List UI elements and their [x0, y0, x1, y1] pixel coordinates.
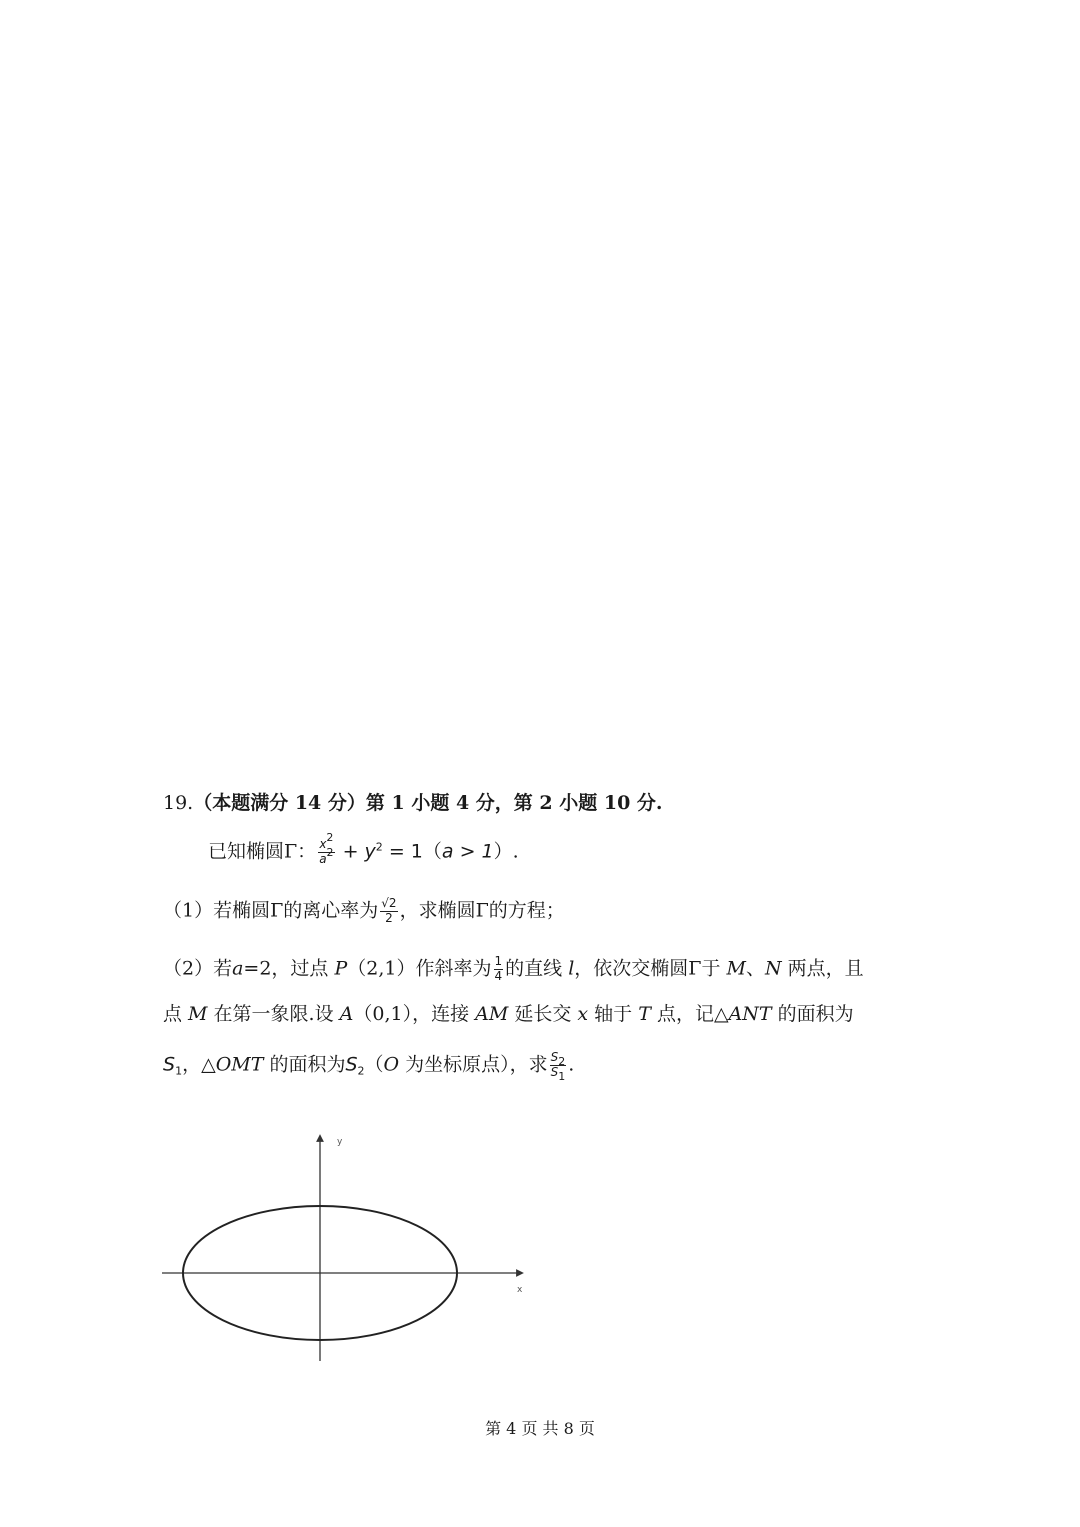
- given-end: ）.: [493, 840, 519, 863]
- l2-ANT: ANT: [728, 1003, 772, 1025]
- slope-fraction: [494, 955, 504, 984]
- problem-header: [163, 794, 663, 813]
- problem-score-info: （本题满分 14 分）第 1 小题 4 分，第 2 小题 10 分.: [193, 792, 663, 814]
- ratio-den-sub: 1: [558, 1069, 566, 1083]
- p2-avar: a: [232, 957, 244, 980]
- l2-T: T: [638, 1003, 651, 1025]
- area-ratio-fraction: [550, 1050, 567, 1083]
- part-2-line-2: [163, 1005, 854, 1024]
- p2-d: 的直线: [505, 957, 569, 980]
- p2-c: （2,1）作斜率为: [347, 957, 492, 980]
- l3-S2: S: [345, 1053, 358, 1076]
- given-condition: a > 1: [441, 840, 494, 863]
- l3-end: .: [568, 1053, 575, 1076]
- l2-A: A: [339, 1003, 354, 1025]
- l2-d: 延长交: [508, 1003, 578, 1025]
- l2-f: 点，记△: [650, 1003, 729, 1025]
- l3-S2-sub: 2: [357, 1064, 365, 1078]
- part-1: [163, 897, 565, 926]
- l2-g: 的面积为: [771, 1003, 854, 1025]
- l3-a: ，△: [182, 1053, 216, 1076]
- part1-prefix: （1）若椭圆Γ的离心率为: [163, 899, 379, 922]
- l3-d: 为坐标原点），求: [399, 1053, 548, 1076]
- l2-b: 在第一象限.设: [207, 1003, 340, 1025]
- l3-S1: S: [163, 1053, 176, 1076]
- frac-x: x: [319, 837, 327, 851]
- given-y-exp: 2: [375, 840, 383, 854]
- part-2-line-1: [163, 955, 864, 984]
- frac-a-exp: 2: [326, 845, 334, 859]
- l2-AM: AM: [475, 1003, 509, 1025]
- slope-den: 4: [494, 968, 503, 983]
- p2-N: N: [764, 957, 782, 980]
- problem-number: 19.: [163, 792, 194, 814]
- page-footer: 第 4 页 共 8 页: [485, 1419, 595, 1438]
- l2-e: 轴于: [588, 1003, 639, 1025]
- given-equals: = 1（: [382, 840, 442, 863]
- p2-g: 两点，且: [781, 957, 864, 980]
- ecc-num: √2: [381, 896, 397, 910]
- eccentricity-fraction: [380, 897, 397, 926]
- p2-b: =2，过点: [243, 957, 335, 980]
- p2-a: （2）若: [163, 957, 233, 980]
- part-2-line-3: [163, 1050, 575, 1083]
- p2-P: P: [334, 957, 348, 980]
- ratio-num-S: S: [550, 1050, 559, 1064]
- given-prefix: 已知椭圆Γ：: [208, 840, 317, 863]
- part1-suffix: ，求椭圆Γ的方程；: [399, 899, 565, 922]
- p2-f: 、: [745, 957, 765, 980]
- l3-b: 的面积为: [263, 1053, 346, 1076]
- p2-M: M: [726, 957, 746, 980]
- p2-e: ，依次交椭圆Γ于: [574, 957, 727, 980]
- l3-S1-sub: 1: [175, 1064, 183, 1078]
- l3-c: （: [364, 1053, 384, 1076]
- l2-M: M: [188, 1003, 208, 1025]
- ratio-num-sub: 2: [558, 1055, 566, 1068]
- l3-OMT: OMT: [215, 1053, 264, 1076]
- given-ellipse: [208, 831, 519, 867]
- y-axis-label: y: [337, 1137, 343, 1147]
- ecc-den: 2: [385, 910, 393, 925]
- ratio-den-S: S: [550, 1064, 559, 1079]
- l2-c: （0,1），连接: [353, 1003, 476, 1025]
- p2-l: l: [568, 957, 575, 980]
- l2-x: x: [577, 1003, 589, 1025]
- l2-a: 点: [163, 1003, 189, 1025]
- frac-a: a: [319, 851, 327, 866]
- fraction-x2-a2: [318, 831, 334, 867]
- x-axis-label: x: [517, 1285, 523, 1295]
- l3-O: O: [383, 1053, 400, 1076]
- slope-num: 1: [494, 954, 503, 968]
- ellipse-figure: [160, 1128, 540, 1368]
- frac-x-exp: 2: [326, 831, 334, 844]
- given-plus-y: + y: [336, 840, 376, 863]
